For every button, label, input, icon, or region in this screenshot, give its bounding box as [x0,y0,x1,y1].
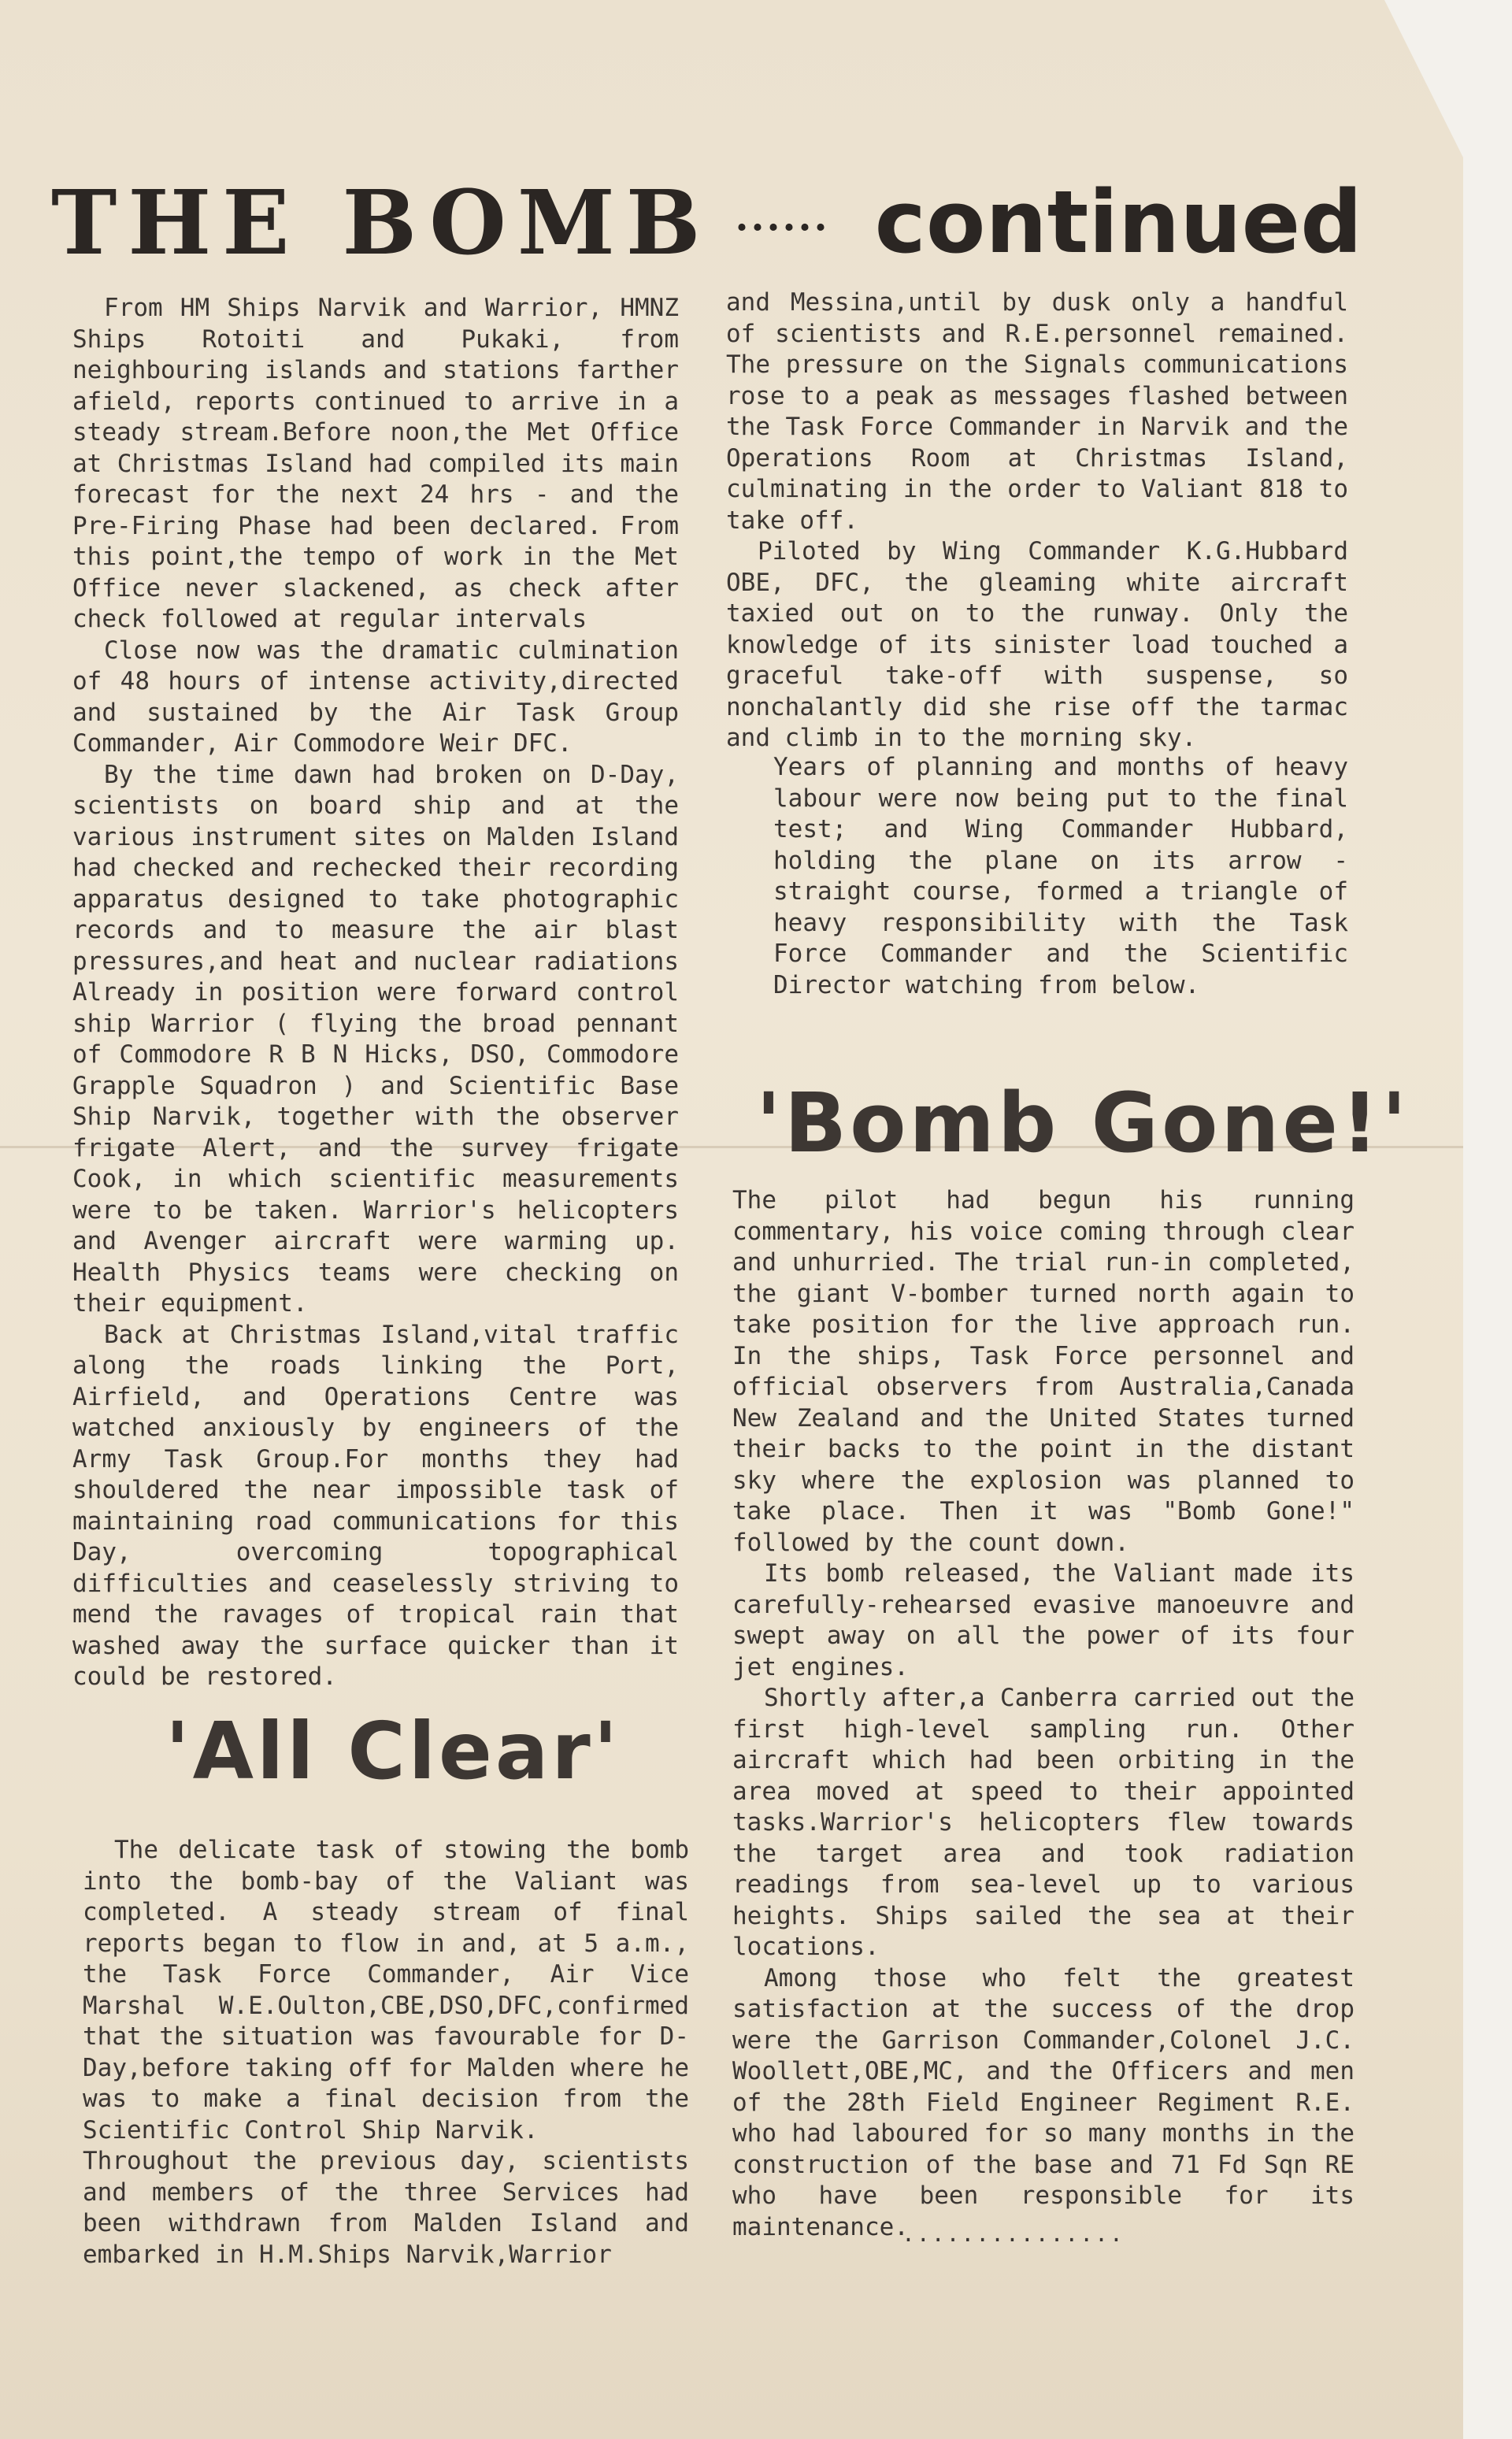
bomb-gone-heading: 'Bomb Gone!' [756,1075,1410,1171]
paragraph: The pilot had begun his running commentary, his voice coming through clear and unhurried. The trial run-in completed, the giant V-bomber turned north again to take position for the live approach run. In the ships, Task Force personnel and official observers from Australia,Canada New Zealand and the United States turned their backs to the point in the distant sky where the explosion was planned to take place. Then it was "Bomb Gone!" followed by the count down. [732,1186,1354,1557]
left-column-article [72,293,679,1693]
masthead-subtitle: continued [874,172,1362,272]
masthead-dots: ...... [736,191,831,240]
paragraph: Close now was the dramatic culmination of 48 hours of intense activity,directed and sustained by the Air Task Group Commander, Air Commodore Weir DFC. [72,636,679,758]
paragraph: Among those who felt the greatest satisfaction at the success of the drop were the Garrison Commander,Colonel J.C. Woollett,OBE,MC, and the Officers and men of the 28th Field Engineer Regiment R.E. who had laboured for so many months in the construction of the base and 71 Fd Sqn RE who have been responsible for its maintenance. [732,1963,1354,2241]
bomb-gone-section [732,1185,1354,2243]
masthead-title: THE BOMB [51,172,712,275]
paragraph: By the time dawn had broken on D-Day, scientists on board ship and at the various instrument sites on Malden Island had checked and rechecked their recording apparatus designed to take photographic records and to measure the air blast pressures,and heat and nuclear radiations Already in position were forward control ship Warrior ( flying the broad pennant of Commodore R B N Hicks, DSO, Commodore Grapple Squadron ) and Scientific Base Ship Narvik, together with the observer frigate Alert, and the survey frigate Cook, in which scientific measurements were to be taken. Warrior's helicopters and Avenger aircraft were warming up. Health Physics teams were checking on their equipment. [72,760,679,1318]
paragraph: Shortly after,a Canberra carried out the first high-level sampling run. Other aircraft which had been orbiting in the area moved at speed to their appointed tasks.Warrior's helicopters flew towards the target area and took radiation readings from sea-level up to various heights. Ships sailed the sea at their locations. [732,1684,1354,1961]
right-column-article [726,287,1348,754]
paragraph: Its bomb released, the Valiant made its carefully-rehearsed evasive manoeuvre and swept away on all the power of its four jet engines. [732,1559,1354,1681]
end-dotted-rule: ............... [902,2221,1125,2247]
masthead [51,164,1362,275]
right-column-inset [773,752,1348,1001]
all-clear-heading: 'All Clear' [165,1705,621,1797]
paragraph: Back at Christmas Island,vital traffic along the roads linking the Port, Airfield, and Operations Centre was watched anxiously by engineers of the Army Task Group.For months they had shouldered the near impossible task of maintaining road communications for this Day, overcoming topographical difficulties and ceaselessly striving to mend the ravages of tropical rain that washed away the surface quicker than it could be restored. [72,1320,679,1691]
paragraph: Throughout the previous day, scientists and members of the three Services had been withdrawn from Malden Island and embarked in H.M.Ships Narvik,Warrior [83,2147,689,2269]
paragraph: and Messina,until by dusk only a handful of scientists and R.E.personnel remained. The pressure on the Signals communications rose to a peak as messages flashed between the Task Force Commander in Narvik and the Operations Room at Christmas Island, culminating in the order to Valiant 818 to take off. [726,288,1348,535]
all-clear-section [83,1835,689,2270]
paragraph: Piloted by Wing Commander K.G.Hubbard OBE, DFC, the gleaming white aircraft taxied out on to the runway. Only the knowledge of its sinister load touched a graceful take-off with suspense, so nonchalantly did she rise off the tarmac and climb in to the morning sky. [726,537,1348,752]
paragraph: The delicate task of stowing the bomb into the bomb-bay of the Valiant was completed. A steady stream of final reports began to flow in and, at 5 a.m., the Task Force Commander, Air Vice Marshal W.E.Oulton,CBE,DSO,DFC,confirmed that the situation was favourable for D-Day,before taking off for Malden where he was to make a final decision from the Scientific Control Ship Narvik. [83,1836,689,2144]
paragraph: From HM Ships Narvik and Warrior, HMNZ Ships Rotoiti and Pukaki, from neighbouring islands and stations farther afield, reports continued to arrive in a steady stream.Before noon,the Met Office at Christmas Island had compiled its main forecast for the next 24 hrs - and the Pre-Firing Phase had been declared. From this point,the tempo of work in the Met Office never slackened, as check after check followed at regular intervals [72,294,679,633]
inset-paragraph: Years of planning and months of heavy labour were now being put to the final test; and Wing Commander Hubbard, holding the plane on its arrow - straight course, formed a triangle of heavy responsibility with the Task Force Commander and the Scientific Director watching from below. [773,753,1348,999]
